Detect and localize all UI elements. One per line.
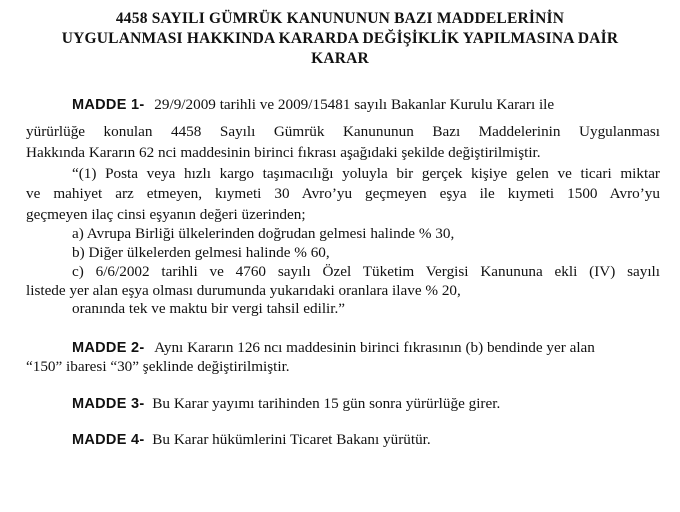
madde-2-heading: MADDE 2-	[72, 340, 145, 356]
madde-2-line-2: “150” ibaresi “30” şeklinde değiştirilmiştir.	[26, 358, 290, 375]
madde-2-first-line	[72, 338, 660, 358]
madde-1-line-2: yürürlüğe konulan 4458 Sayılı Gümrük Kanununun Bazı Maddelerinin Uygulanması	[26, 123, 660, 140]
madde-2-text: Aynı Kararın 126 ncı maddesinin birinci fıkrasının (b) bendinde yer alan	[154, 339, 595, 356]
quote-line-3: geçmeyen ilaç cinsi eşyanın değeri üzerinden;	[26, 206, 306, 223]
madde-4-text: Bu Karar hükümlerini Ticaret Bakanı yürütür.	[152, 431, 431, 448]
madde-1-line-3: Hakkında Kararın 62 nci maddesinin birinci fıkrası aşağıdaki şekilde değiştirilmiştir.	[26, 144, 541, 161]
madde-1-heading: MADDE 1-	[72, 97, 145, 113]
quote-line-2: ve mahiyet arz etmeyen, kıymeti 30 Avro’yu geçmeyen eşya ile kıymeti 1500 Avro’yu	[26, 185, 660, 202]
quote-line-1: “(1) Posta veya hızlı kargo taşımacılığı yoluyla bir gerçek kişiye gelen ve ticari miktar	[72, 165, 660, 182]
madde-3-text: Bu Karar yayımı tarihinden 15 gün sonra yürürlüğe girer.	[152, 395, 501, 412]
item-c-line-1: c) 6/6/2002 tarihli ve 4760 sayılı Özel Tüketim Vergisi Kanununa ekli (IV) sayılı	[72, 263, 660, 280]
document-title-line-3: KARAR	[311, 50, 369, 67]
madde-3-heading: MADDE 3-	[72, 396, 145, 412]
madde-1-text: 29/9/2009 tarihli ve 2009/15481 sayılı Bakanlar Kurulu Kararı ile	[154, 96, 555, 113]
madde-1-first-line	[72, 95, 660, 115]
item-a: a) Avrupa Birliği ülkelerinden doğrudan gelmesi halinde % 30,	[72, 225, 455, 242]
madde-4-line	[72, 430, 431, 450]
quote-closing-line: oranında tek ve maktu bir vergi tahsil edilir.”	[72, 300, 346, 317]
document-title-line-2: UYGULANMASI HAKKINDA KARARDA DEĞİŞİKLİK YAPILMASINA DAİR	[61, 30, 619, 47]
item-c-line-2: listede yer alan eşya olması durumunda yukarıdaki oranlara ilave % 20,	[26, 282, 461, 299]
madde-4-heading: MADDE 4-	[72, 432, 145, 448]
madde-3-line	[72, 394, 500, 414]
item-b: b) Diğer ülkelerden gelmesi halinde % 60,	[72, 244, 330, 261]
document-title-line-1: 4458 SAYILI GÜMRÜK KANUNUNUN BAZI MADDELERİNİN	[115, 10, 565, 27]
